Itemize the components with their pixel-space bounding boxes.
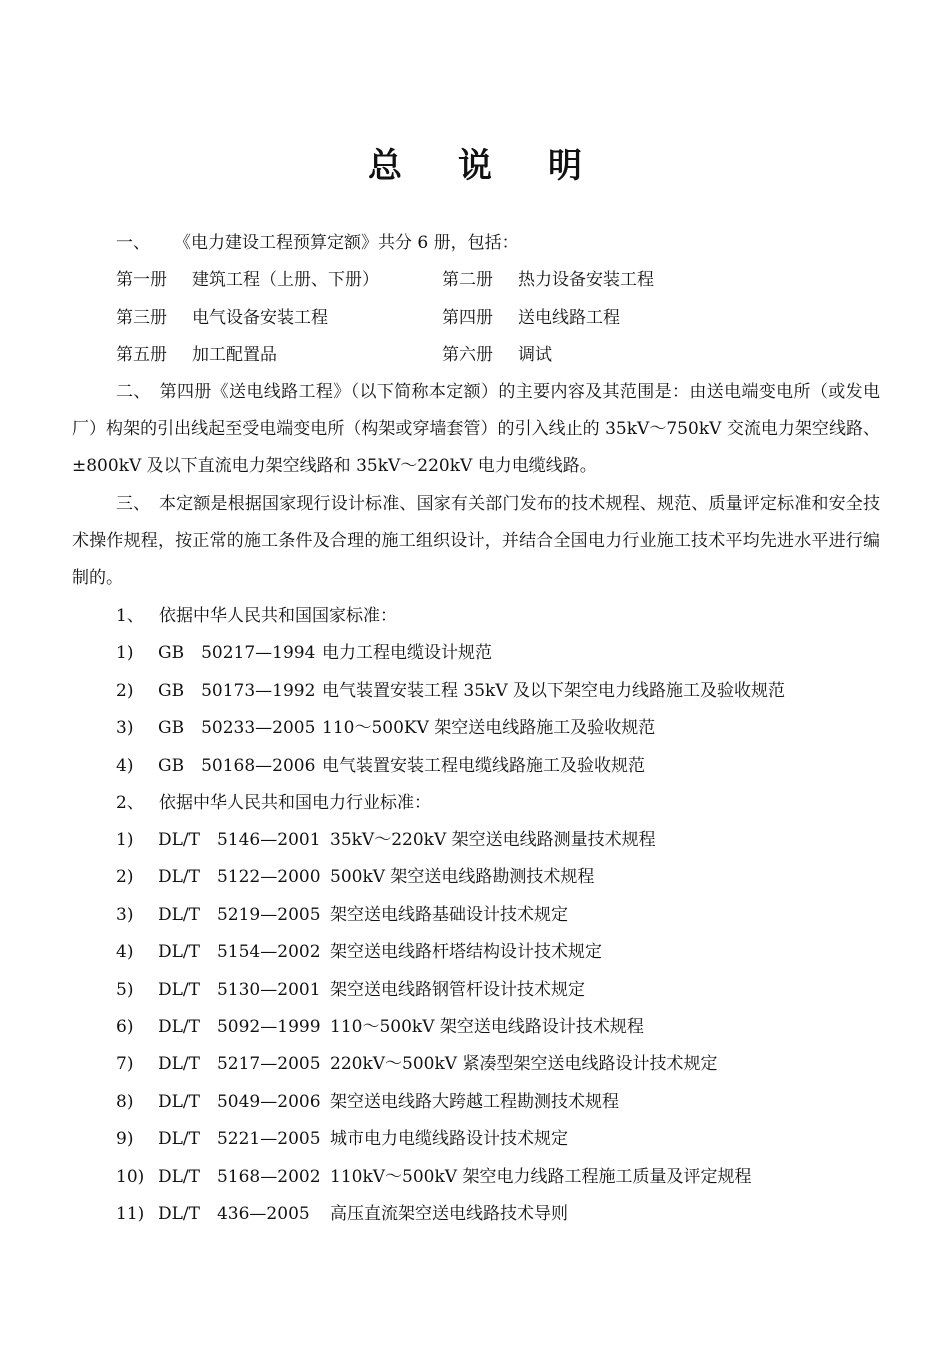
standard-code: GB 50173—1992 — [158, 680, 316, 701]
page-title — [0, 138, 950, 187]
item-number: 3) — [116, 718, 134, 738]
standard-item — [116, 717, 655, 739]
standard-item — [116, 829, 656, 851]
standard-item — [116, 680, 785, 702]
standard-name: 高压直流架空送电线路技术导则 — [330, 1204, 568, 1224]
standard-code: DL/T 5154—2002 — [158, 942, 321, 963]
standard-code: DL/T 5168—2002 — [158, 1166, 321, 1187]
standard-code: GB 50217—1994 — [158, 643, 316, 663]
standard-code: DL/T 5092—1999 — [158, 1017, 321, 1037]
standard-item — [116, 755, 645, 777]
volume-title: 加工配置品 — [192, 345, 277, 365]
standard-name: 电气装置安装工程 35kV 及以下架空电力线路施工及验收规范 — [322, 680, 786, 701]
standard-code: DL/T 5049—2006 — [158, 1091, 321, 1112]
item-number: 5) — [116, 979, 134, 1000]
title-char: 总 — [368, 146, 402, 186]
title-char: 明 — [548, 146, 582, 186]
standard-name: 110～500kV 架空送电线路设计技术规程 — [330, 1017, 644, 1037]
standard-code: DL/T 5221—2005 — [158, 1129, 321, 1150]
subsection-number: 1、 — [116, 606, 144, 626]
item-number: 8) — [116, 1091, 134, 1112]
item-number: 1) — [116, 830, 134, 850]
standard-code: GB 50168—2006 — [158, 755, 316, 776]
volume-number: 第四册 — [442, 308, 493, 328]
standard-name: 220kV～500kV 紧凑型架空送电线路设计技术规定 — [330, 1054, 718, 1075]
item-number: 2) — [116, 867, 134, 888]
item-number: 7) — [116, 1054, 134, 1075]
subsection-number: 2、 — [116, 793, 144, 813]
standard-item — [116, 866, 594, 888]
item-number: 2) — [116, 680, 134, 701]
section-number: 一、 — [116, 233, 150, 253]
standard-code: DL/T 5146—2001 — [158, 830, 321, 850]
standard-name: 架空送电线路钢管杆设计技术规定 — [330, 979, 585, 1000]
standard-code: GB 50233—2005 — [158, 718, 316, 738]
standard-name: 架空送电线路大跨越工程勘测技术规程 — [330, 1091, 619, 1112]
volume-item — [116, 307, 328, 329]
volume-title: 电气设备安装工程 — [192, 308, 328, 328]
volume-title: 热力设备安装工程 — [518, 270, 654, 290]
section-text: 《电力建设工程预算定额》共分 6 册，包括： — [174, 233, 519, 253]
volume-item — [116, 344, 277, 366]
section-2-paragraph: 二、 第四册《送电线路工程》（以下简称本定额）的主要内容及其范围是：由送电端变电所（或发电厂）构架的引出线起至受电端变电所（构架或穿墙套管）的引入线止的 35kV～750kV 交流电力架空线路、±800kV 及以下直流电力架空线路和 35kV～220kV 电力电缆线路。 — [72, 382, 880, 476]
item-number: 6) — [116, 1017, 134, 1037]
subsection-text: 依据中华人民共和国国家标准： — [159, 606, 397, 626]
item-number: 4) — [116, 755, 134, 776]
item-number: 9) — [116, 1129, 134, 1150]
standard-name: 电气装置安装工程电缆线路施工及验收规范 — [322, 755, 645, 776]
standard-item — [116, 1203, 568, 1225]
volume-item — [116, 269, 379, 291]
volume-item — [442, 344, 552, 366]
standard-item — [116, 642, 492, 664]
title-char: 说 — [458, 146, 492, 186]
standard-item — [116, 1016, 644, 1038]
section-3-paragraph: 三、 本定额是根据国家现行设计标准、国家有关部门发布的技术规程、规范、质量评定标准和安全技术操作规程，按正常的施工条件及合理的施工组织设计，并结合全国电力行业施工技术平均先进水平进行编制的。 — [72, 494, 880, 588]
section-1 — [116, 232, 519, 254]
standard-item — [116, 941, 602, 963]
standard-name: 500kV 架空送电线路勘测技术规程 — [330, 867, 595, 888]
subsection-1 — [116, 605, 397, 627]
item-number: 11) — [116, 1204, 145, 1224]
standard-name: 电力工程电缆设计规范 — [322, 643, 492, 663]
item-number: 1) — [116, 643, 134, 663]
standard-code: DL/T 5217—2005 — [158, 1054, 321, 1075]
item-number: 4) — [116, 942, 134, 963]
standard-item — [116, 904, 568, 926]
volume-title: 送电线路工程 — [518, 308, 620, 328]
volume-title: 建筑工程（上册、下册） — [192, 270, 379, 290]
volume-number: 第六册 — [442, 345, 493, 365]
volume-number: 第三册 — [116, 308, 167, 328]
volume-title: 调试 — [518, 345, 552, 365]
standard-item — [116, 1166, 751, 1188]
item-number: 10) — [116, 1166, 145, 1187]
standard-code: DL/T 5122—2000 — [158, 867, 321, 888]
standard-item — [116, 1053, 717, 1075]
volume-number: 第五册 — [116, 345, 167, 365]
volume-number: 第二册 — [442, 270, 493, 290]
standard-code: DL/T 436—2005 — [158, 1204, 310, 1224]
volume-item — [442, 269, 654, 291]
standard-code: DL/T 5219—2005 — [158, 904, 321, 925]
standard-name: 架空送电线路基础设计技术规定 — [330, 904, 568, 925]
standard-item — [116, 1091, 619, 1113]
standard-name: 架空送电线路杆塔结构设计技术规定 — [330, 942, 602, 963]
volume-number: 第一册 — [116, 270, 167, 290]
standard-item — [116, 979, 585, 1001]
standard-code: DL/T 5130—2001 — [158, 979, 321, 1000]
volume-item — [442, 307, 620, 329]
standard-name: 35kV～220kV 架空送电线路测量技术规程 — [330, 830, 656, 850]
subsection-2 — [116, 792, 431, 814]
item-number: 3) — [116, 904, 134, 925]
subsection-text: 依据中华人民共和国电力行业标准： — [159, 793, 431, 813]
standard-item — [116, 1128, 568, 1150]
standard-name: 110～500KV 架空送电线路施工及验收规范 — [322, 718, 656, 738]
standard-name: 110kV～500kV 架空电力线路工程施工质量及评定规程 — [330, 1166, 752, 1187]
standard-name: 城市电力电缆线路设计技术规定 — [330, 1129, 568, 1150]
